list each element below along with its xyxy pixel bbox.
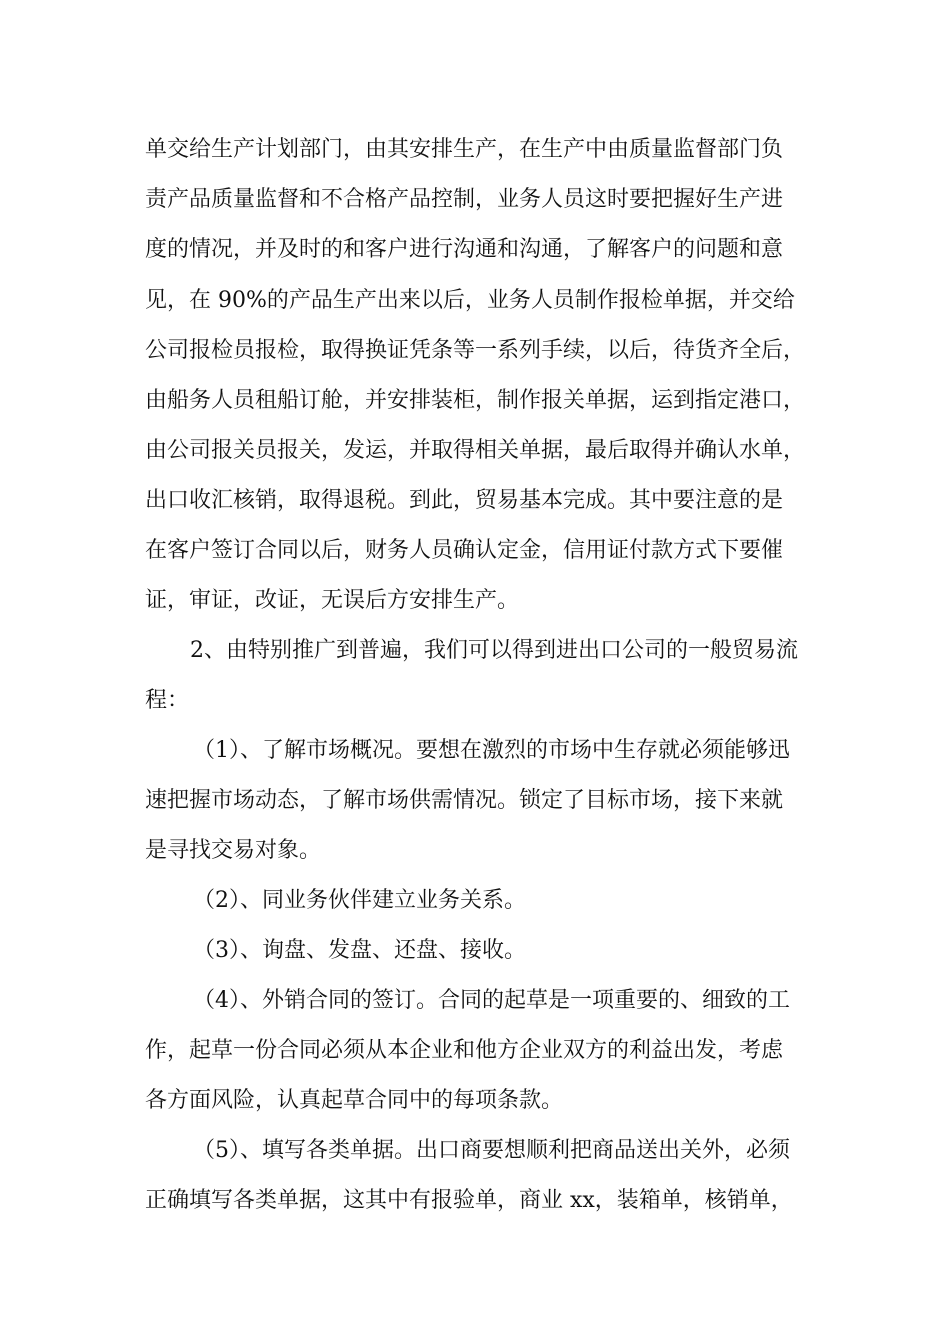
body-text-line: 见，在 90%的产品生产出来以后，业务人员制作报检单据，并交给 (145, 288, 795, 313)
section-heading-line: 2、由特别推广到普遍，我们可以得到进出口公司的一般贸易流 (190, 638, 798, 663)
list-item-line: （2）、同业务伙伴建立业务关系。 (193, 888, 526, 913)
body-text-line: 作，起草一份合同必须从本企业和他方企业双方的利益出发，考虑 (145, 1038, 784, 1063)
body-text-line: 公司报检员报检，取得换证凭条等一系列手续，以后，待货齐全后， (145, 338, 806, 363)
list-item-line: （5）、填写各类单据。出口商要想顺利把商品送出关外，必须 (193, 1138, 790, 1163)
body-text-line: 程： (145, 688, 190, 713)
body-text-line: 责产品质量监督和不合格产品控制，业务人员这时要把握好生产进 (145, 187, 784, 212)
list-item-line: （1）、了解市场概况。要想在激烈的市场中生存就必须能够迅 (193, 738, 790, 763)
body-text-line: 在客户签订合同以后，财务人员确认定金，信用证付款方式下要催 (145, 538, 784, 563)
body-text-line: 证，审证，改证，无误后方安排生产。 (145, 588, 520, 613)
body-text-line: 由船务人员租船订舱，并安排装柜，制作报关单据，运到指定港口， (145, 388, 806, 413)
list-item-line: （3）、询盘、发盘、还盘、接收。 (193, 938, 526, 963)
body-text-line: 度的情况，并及时的和客户进行沟通和沟通，了解客户的问题和意 (145, 237, 784, 262)
body-text-line: 由公司报关员报关，发运，并取得相关单据，最后取得并确认水单， (145, 438, 806, 463)
body-text-line: 单交给生产计划部门，由其安排生产，在生产中由质量监督部门负 (145, 137, 784, 162)
body-text-line: 各方面风险，认真起草合同中的每项条款。 (145, 1088, 564, 1113)
body-text-line: 速把握市场动态，了解市场供需情况。锁定了目标市场，接下来就 (145, 788, 784, 813)
list-item-line: （4）、外销合同的签订。合同的起草是一项重要的、细致的工 (193, 988, 790, 1013)
body-text-line: 正确填写各类单据，这其中有报验单，商业 xx，装箱单，核销单， (145, 1188, 793, 1213)
body-text-line: 是寻找交易对象。 (145, 838, 322, 863)
body-text-line: 出口收汇核销，取得退税。到此，贸易基本完成。其中要注意的是 (145, 488, 784, 513)
